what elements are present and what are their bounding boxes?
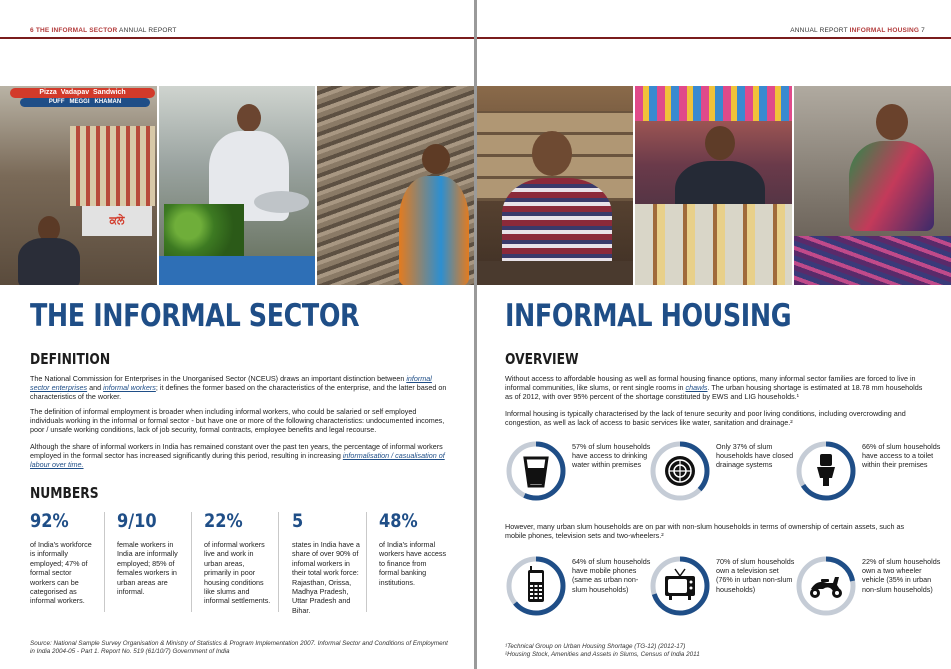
stat-value: 9/10 bbox=[117, 510, 157, 532]
vegetable-pile bbox=[164, 204, 244, 259]
service-card-toilet bbox=[795, 440, 940, 510]
stat-divider bbox=[104, 512, 105, 612]
footnote-1: ¹Technical Group on Urban Housing Shortage (TG-12) (2012-17) bbox=[505, 643, 686, 650]
stat-text: of India's informal workers have access to finance from formal banking institutions. bbox=[379, 540, 447, 587]
left-page bbox=[0, 0, 474, 669]
stat-item bbox=[204, 510, 272, 606]
stat-text: female workers in India are informally employed; 85% of females workers in urban areas are informal. bbox=[117, 540, 178, 597]
stat-divider bbox=[366, 512, 367, 612]
television-icon bbox=[665, 569, 695, 600]
shop-sign-bottom: PUFF MEGGI KHAMAN bbox=[20, 98, 150, 107]
footnote-2: ²Housing Stock, Amenities and Assets in Slums, Census of India 2011 bbox=[505, 651, 700, 658]
service-text: Only 37% of slum households have closed drainage systems bbox=[716, 442, 794, 470]
overview-paragraph-3: However, many urban slum households are on par with non-slum households in terms of ownership of certain assets, such as mobile phones, television sets and two-wheelers.² bbox=[505, 522, 905, 541]
toilet-icon bbox=[817, 454, 835, 486]
asset-text: 70% of slum households own a television set (76% in urban non-slum households) bbox=[716, 557, 795, 594]
source-note: Source: National Sample Survey Organisation & Ministry of Statistics & Program Implementation 2007. Informal Sector and Conditions of Employment in India 2004-05 - Part 1. Report No. 519 (61/10/7) Government of India bbox=[30, 640, 448, 655]
shop-banner: ਕਲੇ bbox=[82, 206, 152, 236]
page-title: THE INFORMAL SECTOR bbox=[30, 298, 360, 334]
stat-item bbox=[30, 510, 98, 606]
photo-wood-seller bbox=[317, 86, 474, 285]
toilet-ring bbox=[795, 440, 857, 502]
numbers-heading: NUMBERS bbox=[30, 484, 99, 502]
service-card-drainage bbox=[649, 440, 794, 510]
photo-vegetable-seller bbox=[159, 86, 315, 285]
stat-value: 22% bbox=[204, 510, 243, 532]
overview-paragraph-2: Informal housing is typically characterised by the lack of tenure security and poor living conditions, including overcrowding and congestion, as well as lack of access to basic services like water, sanitation and drainage.² bbox=[505, 409, 906, 428]
candy-jars bbox=[635, 204, 792, 285]
informalisation-link[interactable]: informalisation / casualisation of labour over time. bbox=[30, 451, 445, 470]
photo-shopkeeper-jars bbox=[635, 86, 792, 285]
stat-text: of informal workers live and work in urban areas, primarily in poor housing conditions like slums and informal settlements. bbox=[204, 540, 271, 606]
television-ring bbox=[649, 555, 711, 617]
water-glass-icon bbox=[525, 458, 547, 486]
stat-value: 5 bbox=[292, 510, 304, 532]
asset-card-two-wheeler bbox=[795, 555, 940, 625]
running-head-left: 6 THE INFORMAL SECTOR ANNUAL REPORT bbox=[30, 27, 177, 34]
stat-value: 92% bbox=[30, 510, 69, 532]
stat-divider bbox=[191, 512, 192, 612]
stat-item bbox=[292, 510, 360, 615]
header-rule bbox=[0, 37, 474, 39]
stat-item bbox=[117, 510, 185, 596]
page-title: INFORMAL HOUSING bbox=[505, 298, 792, 334]
drain-cover-icon bbox=[665, 456, 695, 486]
stat-value: 48% bbox=[379, 510, 418, 532]
service-text: 57% of slum households have access to drinking water within premises bbox=[572, 442, 651, 470]
chawls-link[interactable]: chawls bbox=[685, 383, 708, 393]
definition-paragraph-2: The definition of informal employment is broader when including informal workers, who could be salaried or self employed individuals working in the informal or formal sector - but have one or more of the following characteristics: undocumented incomes, poor / unsafe working conditions, lack of job security, formal contracts, employee benefits and legal recourse. bbox=[30, 407, 445, 435]
informal-sector-enterprises-link[interactable]: informal sector enterprises bbox=[30, 374, 432, 393]
mobile-phone-icon bbox=[528, 566, 544, 602]
photo-shopkeeper-striped bbox=[477, 86, 633, 285]
scale-pan bbox=[254, 191, 309, 213]
hanging-packets bbox=[635, 86, 792, 121]
photo-street-vendor bbox=[0, 86, 157, 285]
informal-workers-link[interactable]: informal workers bbox=[103, 383, 156, 393]
overview-paragraph-1: Without access to affordable housing as well as formal housing finance options, many informal sector families are forced to live in informal communities, like slums, or rent single rooms in chawls. The urban housing shortage is estimated at 18.78 mm households as of 2012, with over 95% percent of the shortage constituted by EWS and LIG households.¹ bbox=[505, 374, 923, 402]
blue-crate bbox=[159, 256, 315, 285]
asset-text: 64% of slum households have mobile phones (same as urban non-slum households) bbox=[572, 557, 651, 594]
service-text: 66% of slum households have access to a toilet within their premises bbox=[862, 442, 941, 470]
scooter-icon bbox=[810, 577, 842, 598]
fabric-pile bbox=[794, 236, 951, 285]
two-wheeler-ring bbox=[795, 555, 857, 617]
photo-strip-left bbox=[0, 86, 474, 285]
definition-paragraph-1: The National Commission for Enterprises in the Unorganised Sector (NCEUS) draws an important distinction between informal sector enterprises and informal workers; it defines the former based on the characteristics of the enterprise, and the latter based on characteristics of the worker. bbox=[30, 374, 447, 402]
mobile-ring bbox=[505, 555, 567, 617]
water-ring bbox=[505, 440, 567, 502]
stat-item bbox=[379, 510, 447, 587]
running-head-right: ANNUAL REPORT INFORMAL HOUSING 7 bbox=[790, 27, 925, 34]
stat-divider bbox=[278, 512, 279, 612]
photo-strip-right bbox=[477, 86, 951, 285]
counter bbox=[477, 261, 633, 285]
photo-woman-seated bbox=[794, 86, 951, 285]
asset-card-mobile bbox=[505, 555, 650, 625]
header-rule bbox=[477, 37, 951, 39]
drainage-ring bbox=[649, 440, 711, 502]
stat-text: of India's workforce is informally employed; 47% of formal sector workers can be categorised as informal workers. bbox=[30, 540, 92, 606]
right-page bbox=[477, 0, 951, 669]
overview-heading: OVERVIEW bbox=[505, 350, 579, 368]
asset-text: 22% of slum households own a two wheeler vehicle (35% in urban non-slum households) bbox=[862, 557, 941, 594]
stat-text: states in India have a share of over 90% of infomal workers in their total work force: Rajasthan, Orissa, Madhya Pradesh, Uttar Pradesh and Bihar. bbox=[292, 540, 360, 615]
shop-shelf bbox=[70, 126, 155, 206]
service-card-water bbox=[505, 440, 650, 510]
stats-row bbox=[30, 510, 460, 630]
definition-heading: DEFINITION bbox=[30, 350, 111, 368]
asset-card-television bbox=[649, 555, 794, 625]
definition-paragraph-3: Although the share of informal workers in India has remained constant over the past ten years, the percentage of informal workers employed in the formal sector has increased significantly during this period, resulting in increasing informalisation / casualisation of labour over time. bbox=[30, 442, 445, 470]
shop-sign-top: Pizza Vadapav Sandwich bbox=[10, 88, 155, 98]
